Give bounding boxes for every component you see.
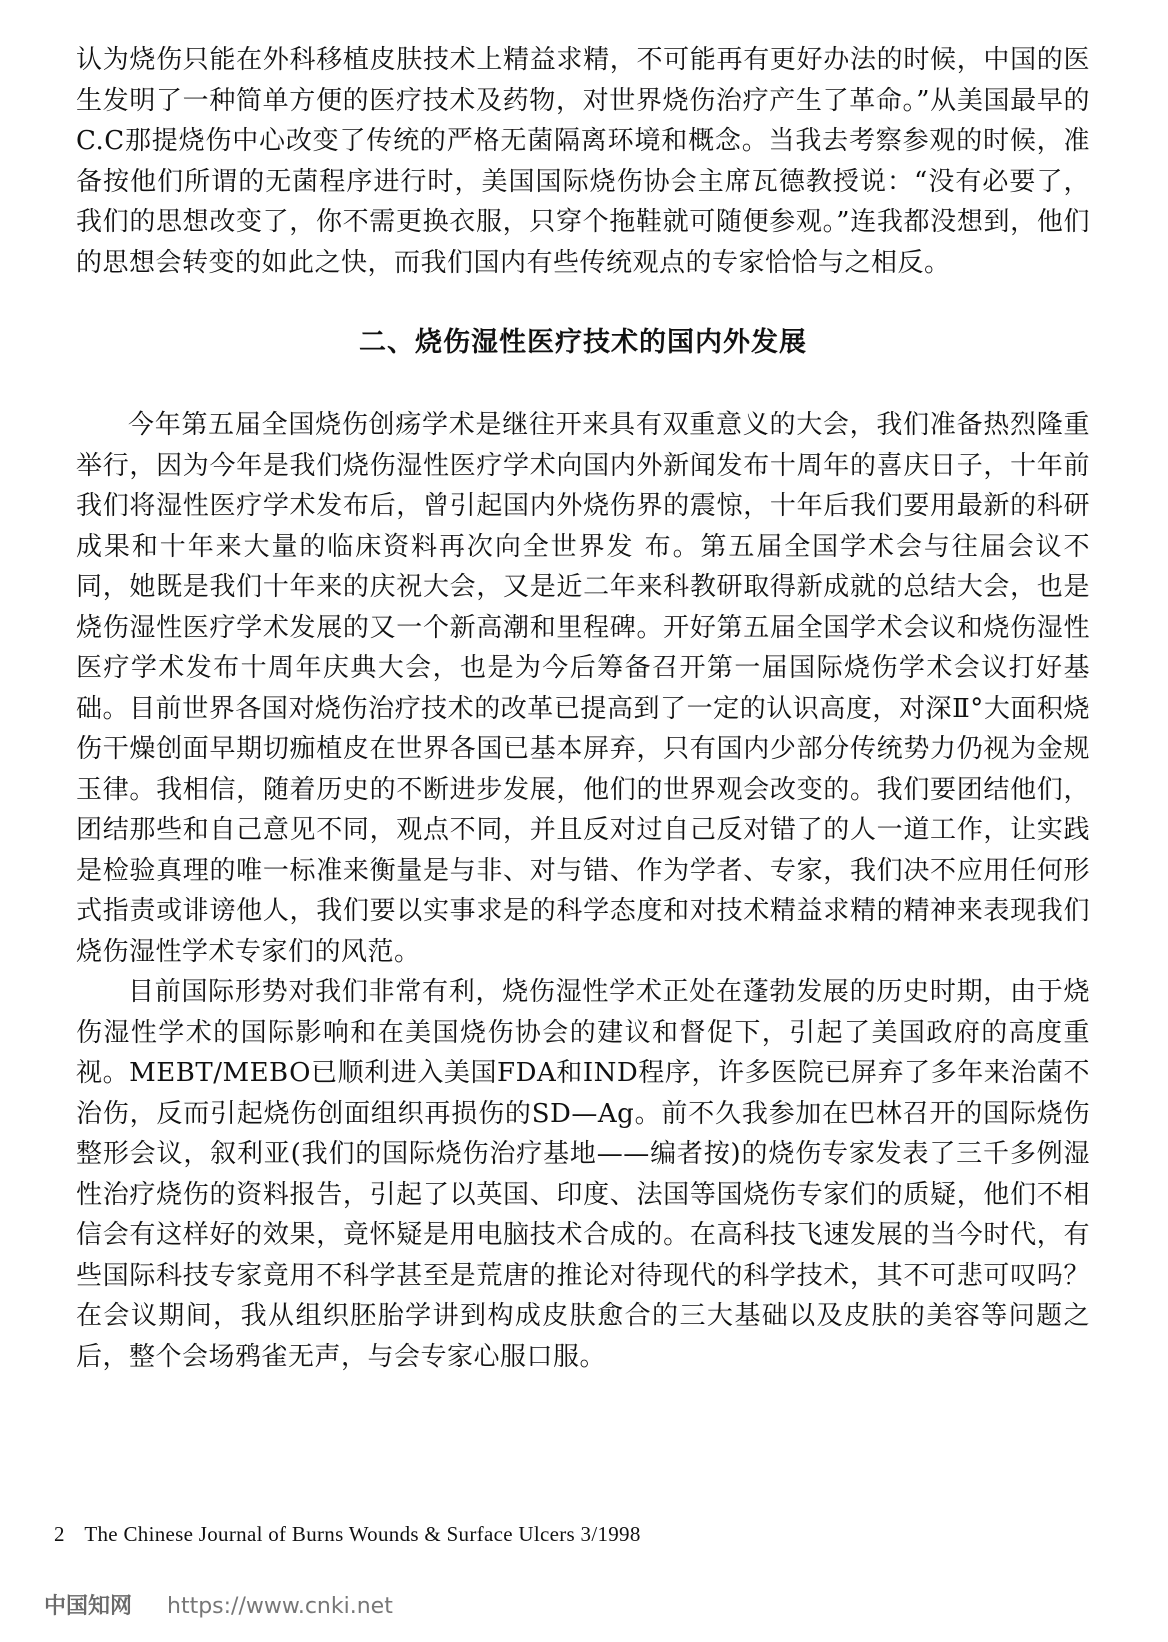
page-footer xyxy=(54,1522,641,1547)
section-heading: 二、烧伤湿性医疗技术的国内外发展 xyxy=(359,327,807,358)
paragraph: 目前国际形势对我们非常有利，烧伤湿性学术正处在蓬勃发展的历史时期，由于烧伤湿性学术的国际影响和在美国烧伤协会的建议和督促下，引起了美国政府的高度重视。MEBT/MEBO已顺利进入美国FDA和IND程序，许多医院已屏弃了多年来治菌不治伤，反而引起烧伤创面组织再损伤的SD—Ag。前不久我参加在巴林召开的国际烧伤整形会议，叙利亚(我们的国际烧伤治疗基地——编者按)的烧伤专家发表了三千多例湿性治疗烧伤的资料报告，引起了以英国、印度、法国等国烧伤专家们的质疑，他们不相信会有这样好的效果，竟怀疑是用电脑技术合成的。在高科技飞速发展的当今时代，有些国际科技专家竟用不科学甚至是荒唐的推论对待现代的科学技术，其不可悲可叹吗？在会议期间，我从组织胚胎学讲到构成皮肤愈合的三大基础以及皮肤的美容等问题之后，整个会场鸦雀无声，与会专家心服口服。 xyxy=(76,977,1090,1372)
paragraph: 今年第五届全国烧伤创疡学术是继往开来具有双重意义的大会，我们准备热烈隆重举行，因为今年是我们烧伤湿性医疗学术向国内外新闻发布十周年的喜庆日子，十年前我们将湿性医疗学术发布后，曾引起国内外烧伤界的震惊，十年后我们要用最新的科研成果和十年来大量的临床资料再次向全世界发 布。第五届全国学术会与往届会议不同，她既是我们十年来的庆祝大会，又是近二年来科教研取得新成就的总结大会，也是烧伤湿性医疗学术发展的又一个新高潮和里程碑。开好第五届全国学术会议和烧伤湿性医疗学术发布十周年庆典大会，也是为今后筹备召开第一届国际烧伤学术会议打好基础。目前世界各国对烧伤治疗技术的改革已提高到了一定的认识高度，对深Ⅱ°大面积烧伤干燥创面早期切痂植皮在世界各国已基本屏弃，只有国内少部分传统势力仍视为金规玉律。我相信，随着历史的不断进步发展，他们的世界观会改变的。我们要团结他们，团结那些和自己意见不同，观点不同，并且反对过自己反对错了的人一道工作，让实践是检验真理的唯一标准来衡量是与非、对与错、作为学者、专家，我们决不应用任何形式指责或诽谤他人，我们要以实事求是的科学态度和对技术精益求精的精神来表现我们烧伤湿性学术专家们的风范。 xyxy=(76,410,1090,967)
cnki-logo-text: 中国知网 xyxy=(44,1594,133,1619)
article-body xyxy=(76,40,1090,1377)
paragraph-continued: 认为烧伤只能在外科移植皮肤技术上精益求精，不可能再有更好办法的时候，中国的医生发明了一种简单方便的医疗技术及药物，对世界烧伤治疗产生了革命。”从美国最早的C.C那提烧伤中心改变了传统的严格无菌隔离环境和概念。当我去考察参观的时候，准备按他们所谓的无菌程序进行时，美国国际烧伤协会主席瓦德教授说：“没有必要了，我们的思想改变了，你不需更换衣服，只穿个拖鞋就可随便参观。”连我都没想到，他们的思想会转变的如此之快，而我们国内有些传统观点的专家恰恰与之相反。 xyxy=(76,45,1090,278)
cnki-url: https://www.cnki.net xyxy=(167,1594,393,1619)
page-number: 2 xyxy=(54,1522,65,1546)
journal-citation: The Chinese Journal of Burns Wounds & Surface Ulcers 3/1998 xyxy=(84,1522,641,1546)
cnki-watermark xyxy=(44,1589,393,1620)
